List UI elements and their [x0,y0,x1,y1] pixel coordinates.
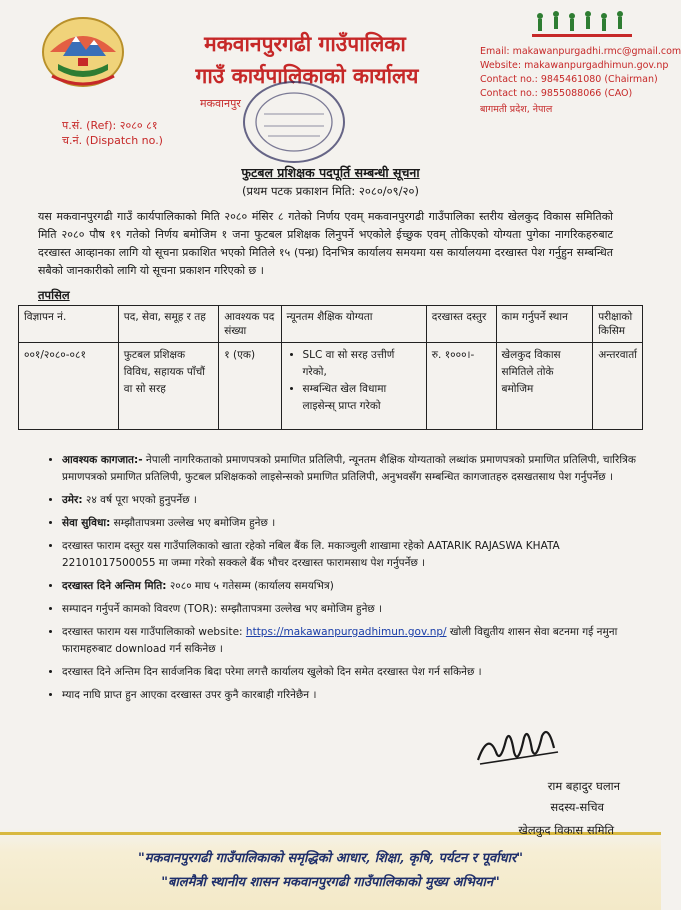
office-name: गाउँ कार्यपालिकाको कार्यालय [195,63,419,88]
cell-workplace: खेलकुद विकास समितिले तोके बमोजिम [496,343,593,430]
requirements-list [40,452,652,710]
item-text: २०८० माघ ५ गतेसम्म (कार्यालय समयभित्र) [166,580,334,592]
table-row [19,343,643,430]
cell-fee: रु. १०००।- [426,343,496,430]
list-item [62,492,652,509]
item-text: खोली विद्युतीय शासन सेवा बटनमा गई नमुना फारामहरुबाट download गर्न सकिनेछ । [62,626,618,655]
schedule-label: तपसिल [38,288,70,302]
col-fee: दरखास्त दस्तुर [426,306,496,343]
signatory-title: सदस्य-सचिव [550,800,604,814]
cell-qualification [281,343,426,430]
cell-exam-type: अन्तरवार्ता [593,343,643,430]
website-link[interactable]: https://makawanpurgadhimun.gov.np/ [245,626,447,638]
list-item [62,624,652,658]
col-count: आवश्यक पद संख्या [219,306,281,343]
item-text: दरखास्त फाराम दस्तुर यस गाउँपालिकाको खाता रहेको नबिल बैंक लि. मकाञ्चुली शाखामा रहेको AATARIK RAJASWA KHATA 22101017500055 मा जम्मा गरेको सक्कले बैंक भौचर दरखास्त फारामसाथ पेश गर्नुपर्नेछ । [62,540,560,569]
item-label: दरखास्त दिने अन्तिम मिति: [62,580,167,592]
cell-post: फुटबल प्रशिक्षक विविध, सहायक पाँचौं वा सो सरह [118,343,218,430]
handwritten-signature-icon [470,722,565,772]
signatory-organization: खेलकुद विकास समिति [518,823,614,837]
list-item [62,687,652,704]
footer-slogan-2: "बालमैत्री स्थानीय शासन मकवानपुरगढी गाउँपालिकाको मुख्य अभियान" [161,875,500,890]
contact-phone-chairman: Contact no.: 9845461080 (Chairman) [480,74,658,85]
qualification-item: • SLC वा सो सरह उत्तीर्ण गरेको, [303,347,421,381]
list-item [62,601,652,618]
item-text: सम्पादन गर्नुपर्ने कामको विवरण (TOR): सम्झौतापत्रमा उल्लेख भए बमोजिम हुनेछ । [62,603,383,615]
list-item [62,452,652,486]
col-qualification: न्यूनतम शैक्षिक योग्यता [281,306,426,343]
org-address: मकवानपुर [200,97,241,110]
notice-title: फुटबल प्रशिक्षक पदपूर्ति सम्बन्धी सूचना [241,165,420,180]
cell-count: १ (एक) [219,343,281,430]
item-text: म्याद नाघि प्राप्त हुन आएका दरखास्त उपर कुनै कारबाही गरिनेछैन । [62,689,317,701]
municipality-emblem-icon [38,12,128,90]
contact-phone-cao: Contact no.: 9855088066 (CAO) [480,88,633,99]
item-text: नेपाली नागरिकताको प्रमाणपत्रको प्रमाणित प्रतिलिपी, न्यूनतम शैक्षिक योग्यताको लब्धांक प्रमाणपत्रको प्रमाणित प्रतिलिपी, चारित्रिक प्रमाणपत्रको प्रमाणित प्रतिलिपी, फुटबल प्रशिक्षकको लाइसेन्सको प्रमाणित प्रतिलिपी, अनुभवसँग सम्बन्धित कागजातहरु दसखतसाथ पेश गर्नुपर्नेछ । [62,454,636,483]
item-label: सेवा सुविधा: [62,517,111,529]
col-workplace: काम गर्नुपर्ने स्थान [496,306,593,343]
item-text: दरखास्त दिने अन्तिम दिन सार्वजनिक बिदा परेमा लगत्तै कार्यालय खुलेको दिन समेत दरखास्त पेश गर्न सकिनेछ । [62,666,482,678]
item-label: आवश्यक कागजात:- [62,454,143,466]
signatory-name: राम बहादुर घलान [547,779,620,793]
contact-email: Email: makawanpurgadhi.rmc@gmail.com [480,46,681,57]
dispatch-number: च.नं. (Dispatch no.) [62,134,163,147]
table-header-row [19,306,643,343]
item-text: २४ वर्ष पूरा भएको हुनुपर्नेछ । [82,494,197,506]
col-ad-number: विज्ञापन नं. [19,306,119,343]
qualification-item: • सम्बन्धित खेल विधामा लाइसेन्स् प्राप्त गरेको [303,381,421,415]
footer-slogan-1: "मकवानपुरगढी गाउँपालिकाको समृद्धिको आधार, शिक्षा, कृषि, पर्यटन र पूर्वाधार" [137,851,524,866]
office-seal-icon [238,78,350,166]
people-logo-icon [528,4,638,44]
province-name: बागमती प्रदेश, नेपाल [480,104,553,115]
item-text: सम्झौतापत्रमा उल्लेख भए बमोजिम हुनेछ । [110,517,276,529]
item-label: उमेर: [62,494,83,506]
intro-paragraph: यस मकवानपुरगढी गाउँ कार्यपालिकाको मिति २०८० मंसिर ८ गतेको निर्णय एवम् मकवानपुरगढी गाउँपालिका स्तरीय खेलकुद विकास समितिको मिति २०८० पौष १९ गतेको निर्णय बमोजिम १ जना फुटबल प्रशिक्षक लिनुपर्ने भएकोले ईच्छुक एवम् तोकिएको योग्यता पुगेका नागरिकहरुबाट दरखास्त आव्हानका लागि यो सूचना प्रकाशित भएको मितिले १५ (पन्ध्र) दिनभित्र कार्यालय समयमा यस कार्यालयमा दरखास्त पेश गर्नुहुन सम्बन्धित सबैको जानकारीको लागि यो सूचना प्रकाशन गरिएको छ । [38,210,613,277]
list-item [62,538,652,572]
cell-ad-number: ००१/२०८०-०८१ [19,343,119,430]
list-item [62,578,652,595]
contact-website: Website: makawanpurgadhimun.gov.np [480,60,669,71]
list-item [62,515,652,532]
col-exam-type: परीक्षाको किसिम [593,306,643,343]
org-name: मकवानपुरगढी गाउँपालिका [204,31,406,56]
publication-date: (प्रथम पटक प्रकाशन मिति: २०८०/०९/२०) [242,184,419,198]
col-post: पद, सेवा, समूह र तह [118,306,218,343]
item-text: दरखास्त फाराम यस गाउँपालिकाको website: [62,626,246,638]
reference-number: प.सं. (Ref): २०८० ८१ [62,119,158,132]
list-item [62,664,652,681]
footer-band [0,828,661,910]
vacancy-table [18,305,643,430]
